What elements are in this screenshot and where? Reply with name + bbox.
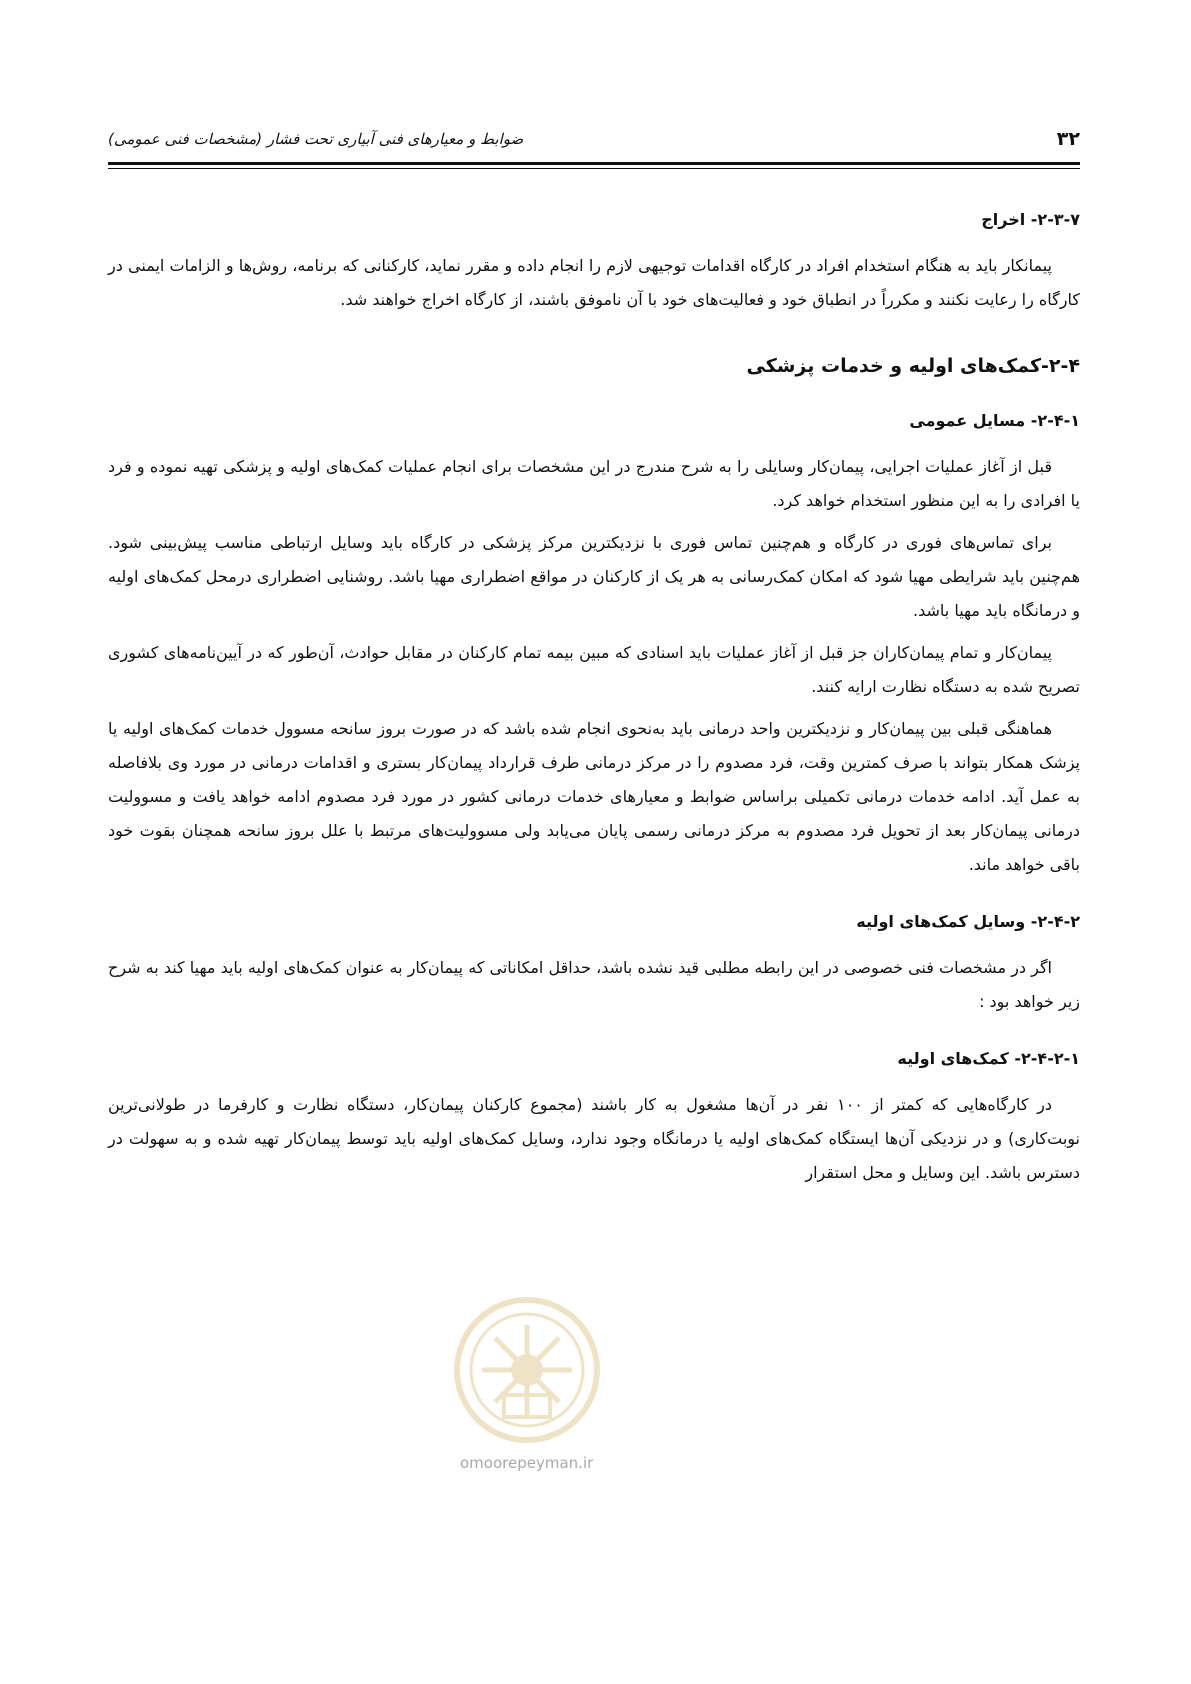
section-heading-dismissal: ۲-۳-۷- اخراج xyxy=(981,210,1080,229)
page-header xyxy=(108,118,1080,164)
paragraph-general-1: قبل از آغاز عملیات اجرایی، پیمان‌کار وسایلی را به شرح مندرج در این مشخصات برای انجام عملیات کمک‌های اولیه و پزشکی تهیه نموده و فرد یا افرادی را به این منظور استخدام خواهد کرد. xyxy=(108,457,1080,510)
watermark-url: omoorepeyman.ir xyxy=(460,1454,594,1472)
paragraph-general-3: پیمان‌کار و تمام پیمان‌کاران جز قبل از آغاز عملیات باید اسنادی که مبین بیمه تمام کارکنان در مقابل حوادث، آن‌طور که در آیین‌نامه‌های کشوری تصریح شده به دستگاه نظارت ارایه کنند. xyxy=(108,643,1080,696)
section-heading-first-aid-equipment: ۲-۴-۲- وسایل کمک‌های اولیه xyxy=(856,912,1080,931)
paragraph-general-2: برای تماس‌های فوری در کارگاه و هم‌چنین تماس فوری با نزدیکترین مرکز پزشکی در کارگاه باید وسایل ارتباطی مناسب پیش‌بینی شود. هم‌چنین باید شرایطی مهیا شود که امکان کمک‌رسانی به هر یک از کارکنان در مواقع اضطراری مهیا باشد. روشنایی اضطراری درمحل کمک‌های اولیه و درمانگاه باید مهیا باشد. xyxy=(108,533,1080,620)
section-heading-general-issues: ۲-۴-۱- مسایل عمومی xyxy=(909,411,1080,430)
document-body xyxy=(108,210,1080,1198)
section-heading-first-aid: ۲-۴-۲-۱- کمک‌های اولیه xyxy=(897,1049,1080,1068)
header-rule-thick xyxy=(108,162,1080,165)
page-number: ۳۲ xyxy=(1056,128,1080,150)
paragraph-first-aid: در کارگاه‌هایی که کمتر از ۱۰۰ نفر در آن‌ها مشغول به کار باشند (مجموع کارکنان پیمان‌کار، دستگاه نظارت و کارفرما در طولانی‌ترین نوبت‌کاری) و در نزدیکی آن‌ها ایستگاه کمک‌های اولیه یا درمانگاه وجود ندارد، وسایل کمک‌های اولیه باید توسط پیمان‌کار تهیه شده و به سهولت در دسترس باشد. این وسایل و محل استقرار xyxy=(108,1095,1080,1182)
seal-logo-icon xyxy=(452,1295,602,1445)
paragraph-dismissal: پیمانکار باید به هنگام استخدام افراد در کارگاه اقدامات توجیهی لازم را انجام داده و مقرر نماید، کارکنانی که برنامه، روش‌ها و الزامات ایمنی در کارگاه را رعایت نکنند و مکرراً در انطباق خود و فعالیت‌های خود با آن ناموفق باشند، از کارگاه اخراج خواهند شد. xyxy=(108,256,1080,309)
running-title: ضوابط و معیارهای فنی آبیاری تحت فشار (مشخصات فنی عمومی) xyxy=(108,130,524,148)
section-heading-first-aid-medical: ۲-۴-کمک‌های اولیه و خدمات پزشکی xyxy=(746,355,1080,377)
header-rule-thin xyxy=(108,168,1080,169)
paragraph-general-4: هماهنگی قبلی بین پیمان‌کار و نزدیکترین واحد درمانی باید به‌نحوی انجام شده باشد که در صورت بروز سانحه مسوول خدمات کمک‌های اولیه یا پزشک همکار بتواند با صرف کمترین وقت، فرد مصدوم را در مرکز درمانی طرف قرارداد پیمان‌کار بستری و اقدامات درمانی در مورد وی بلافاصله به عمل آید. ادامه خدمات درمانی تکمیلی براساس ضوابط و معیارهای خدمات درمانی کشور در مورد فرد مصدوم ادامه خواهد یافت و مسوولیت درمانی پیمان‌کار بعد از تحویل فرد مصدوم به مرکز درمانی رسمی پایان می‌یابد ولی مسوولیت‌های مرتبط با علل بروز سانحه همچنان بقوت خود باقی خواهد ماند. xyxy=(108,719,1080,874)
paragraph-first-aid-equipment: اگر در مشخصات فنی خصوصی در این رابطه مطلبی قید نشده باشد، حداقل امکاناتی که پیمان‌کار به عنوان کمک‌های اولیه باید مهیا کند به شرح زیر خواهد بود : xyxy=(108,958,1080,1011)
